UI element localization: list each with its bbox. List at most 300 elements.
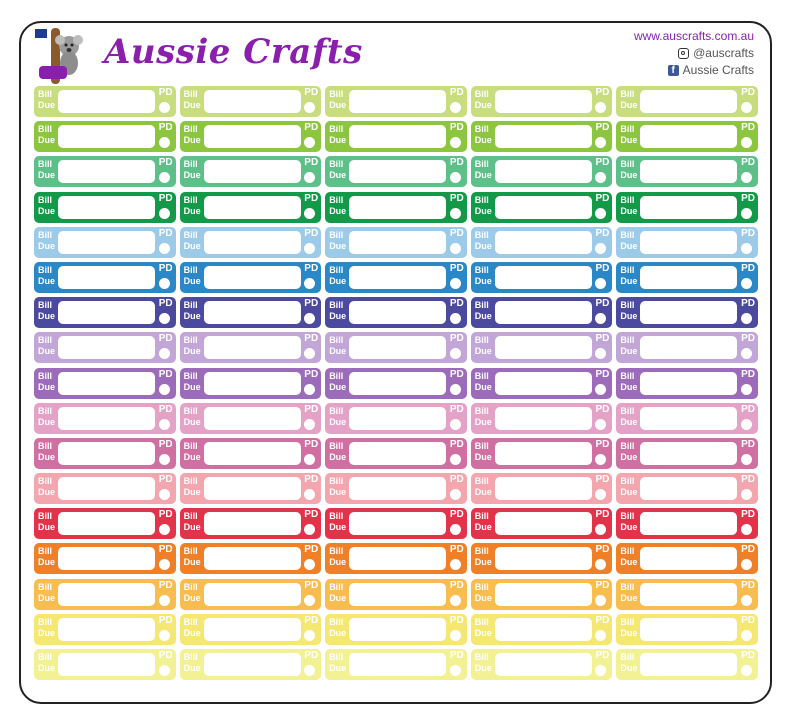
bill-due-sticker[interactable] (325, 614, 467, 645)
sticker-label-line2: Due (183, 381, 201, 392)
paid-checkbox-icon[interactable] (304, 348, 315, 359)
write-in-box[interactable] (495, 336, 592, 359)
paid-checkbox-icon[interactable] (450, 172, 461, 183)
write-in-box[interactable] (640, 160, 737, 183)
bill-due-sticker[interactable] (616, 579, 758, 610)
paid-label: PD (741, 368, 755, 380)
paid-checkbox-icon[interactable] (159, 419, 170, 430)
write-in-box[interactable] (640, 407, 737, 430)
bill-due-sticker[interactable] (180, 579, 322, 610)
write-in-box[interactable] (204, 231, 301, 254)
bill-due-sticker[interactable] (471, 473, 613, 504)
sticker-label-line1: Bill (329, 124, 344, 135)
bill-due-sticker[interactable] (616, 649, 758, 680)
bill-due-sticker[interactable] (616, 508, 758, 539)
write-in-box[interactable] (58, 407, 155, 430)
write-in-box[interactable] (58, 125, 155, 148)
paid-checkbox-icon[interactable] (741, 630, 752, 641)
write-in-box[interactable] (495, 547, 592, 570)
paid-checkbox-icon[interactable] (741, 419, 752, 430)
paid-checkbox-icon[interactable] (159, 489, 170, 500)
write-in-box[interactable] (58, 512, 155, 535)
bill-due-sticker[interactable] (471, 438, 613, 469)
bill-due-sticker[interactable] (34, 332, 176, 363)
sticker-label (620, 582, 637, 604)
write-in-box[interactable] (349, 301, 446, 324)
write-in-box[interactable] (495, 442, 592, 465)
sticker-label-line1: Bill (620, 440, 635, 451)
bill-due-sticker[interactable] (325, 156, 467, 187)
write-in-box[interactable] (349, 547, 446, 570)
write-in-box[interactable] (204, 372, 301, 395)
write-in-box[interactable] (640, 653, 737, 676)
write-in-box[interactable] (640, 301, 737, 324)
write-in-box[interactable] (495, 231, 592, 254)
bill-due-sticker[interactable] (34, 614, 176, 645)
paid-checkbox-icon[interactable] (159, 630, 170, 641)
bill-due-sticker[interactable] (180, 262, 322, 293)
write-in-box[interactable] (349, 90, 446, 113)
paid-checkbox-icon[interactable] (595, 278, 606, 289)
sticker-label (329, 195, 346, 217)
paid-label: PD (304, 579, 319, 591)
paid-checkbox-icon[interactable] (595, 419, 606, 430)
sticker-label-line1: Bill (183, 370, 198, 381)
bill-due-sticker[interactable] (325, 579, 467, 610)
write-in-box[interactable] (204, 407, 301, 430)
paid-checkbox-icon[interactable] (741, 384, 752, 395)
write-in-box[interactable] (640, 618, 737, 641)
write-in-box[interactable] (58, 618, 155, 641)
write-in-box[interactable] (349, 372, 446, 395)
paid-checkbox-icon[interactable] (450, 137, 461, 148)
write-in-box[interactable] (495, 90, 592, 113)
bill-due-sticker[interactable] (325, 227, 467, 258)
sticker-label (620, 89, 637, 111)
write-in-box[interactable] (204, 160, 301, 183)
bill-due-sticker[interactable] (180, 438, 322, 469)
paid-label: PD (595, 438, 610, 450)
sticker-label-line2: Due (38, 205, 56, 216)
write-in-box[interactable] (495, 160, 592, 183)
bill-due-sticker[interactable] (34, 121, 176, 152)
paid-checkbox-icon[interactable] (741, 454, 752, 465)
bill-due-sticker[interactable] (34, 227, 176, 258)
write-in-box[interactable] (349, 512, 446, 535)
bill-due-sticker[interactable] (616, 368, 758, 399)
sticker-label-line2: Due (38, 592, 56, 603)
bill-due-sticker[interactable] (34, 262, 176, 293)
write-in-box[interactable] (58, 442, 155, 465)
paid-checkbox-icon[interactable] (595, 172, 606, 183)
write-in-box[interactable] (204, 301, 301, 324)
write-in-box[interactable] (349, 653, 446, 676)
paid-checkbox-icon[interactable] (450, 243, 461, 254)
paid-checkbox-icon[interactable] (741, 137, 752, 148)
bill-due-sticker[interactable] (180, 86, 322, 117)
bill-due-sticker[interactable] (325, 297, 467, 328)
sticker-label-line1: Bill (329, 229, 344, 240)
bill-due-sticker[interactable] (325, 262, 467, 293)
bill-due-sticker[interactable] (616, 121, 758, 152)
bill-due-sticker[interactable] (471, 297, 613, 328)
paid-checkbox-icon[interactable] (595, 595, 606, 606)
paid-checkbox-icon[interactable] (450, 278, 461, 289)
website-link[interactable]: www.auscrafts.com.au (633, 29, 754, 43)
write-in-box[interactable] (58, 372, 155, 395)
write-in-box[interactable] (640, 512, 737, 535)
bill-due-sticker[interactable] (180, 543, 322, 574)
write-in-box[interactable] (495, 477, 592, 500)
sticker-label-line2: Due (38, 627, 56, 638)
write-in-box[interactable] (640, 196, 737, 219)
write-in-box[interactable] (640, 583, 737, 606)
bill-due-sticker[interactable] (616, 86, 758, 117)
paid-checkbox-icon[interactable] (450, 524, 461, 535)
paid-checkbox-icon[interactable] (595, 137, 606, 148)
write-in-box[interactable] (495, 512, 592, 535)
bill-due-sticker[interactable] (34, 508, 176, 539)
write-in-box[interactable] (349, 336, 446, 359)
paid-checkbox-icon[interactable] (304, 419, 315, 430)
paid-checkbox-icon[interactable] (159, 524, 170, 535)
paid-checkbox-icon[interactable] (595, 243, 606, 254)
paid-checkbox-icon[interactable] (159, 137, 170, 148)
write-in-box[interactable] (204, 266, 301, 289)
bill-due-sticker[interactable] (471, 86, 613, 117)
write-in-box[interactable] (640, 231, 737, 254)
write-in-box[interactable] (204, 336, 301, 359)
bill-due-sticker[interactable] (325, 121, 467, 152)
paid-checkbox-icon[interactable] (304, 630, 315, 641)
paid-checkbox-icon[interactable] (159, 665, 170, 676)
write-in-box[interactable] (349, 407, 446, 430)
write-in-box[interactable] (349, 125, 446, 148)
write-in-box[interactable] (495, 407, 592, 430)
paid-checkbox-icon[interactable] (741, 208, 752, 219)
paid-checkbox-icon[interactable] (304, 559, 315, 570)
paid-checkbox-icon[interactable] (450, 665, 461, 676)
bill-due-sticker[interactable] (180, 508, 322, 539)
bill-due-sticker[interactable] (616, 297, 758, 328)
write-in-box[interactable] (640, 442, 737, 465)
write-in-box[interactable] (204, 512, 301, 535)
bill-due-sticker[interactable] (34, 156, 176, 187)
sticker-label (329, 335, 346, 357)
paid-checkbox-icon[interactable] (304, 172, 315, 183)
write-in-box[interactable] (204, 477, 301, 500)
write-in-box[interactable] (204, 618, 301, 641)
paid-checkbox-icon[interactable] (159, 243, 170, 254)
bill-due-sticker[interactable] (325, 332, 467, 363)
paid-label: PD (595, 122, 610, 134)
bill-due-sticker[interactable] (180, 121, 322, 152)
bill-due-sticker[interactable] (616, 156, 758, 187)
write-in-box[interactable] (349, 477, 446, 500)
write-in-box[interactable] (495, 301, 592, 324)
paid-label: PD (304, 544, 319, 556)
write-in-box[interactable] (204, 442, 301, 465)
paid-checkbox-icon[interactable] (304, 524, 315, 535)
paid-label: PD (595, 262, 610, 274)
paid-checkbox-icon[interactable] (595, 313, 606, 324)
bill-due-sticker[interactable] (34, 192, 176, 223)
bill-due-sticker[interactable] (616, 332, 758, 363)
paid-checkbox-icon[interactable] (304, 384, 315, 395)
bill-due-sticker[interactable] (34, 368, 176, 399)
paid-checkbox-icon[interactable] (741, 595, 752, 606)
bill-due-sticker[interactable] (471, 543, 613, 574)
bill-due-sticker[interactable] (325, 368, 467, 399)
paid-checkbox-icon[interactable] (741, 348, 752, 359)
paid-checkbox-icon[interactable] (159, 172, 170, 183)
bill-due-sticker[interactable] (180, 297, 322, 328)
write-in-box[interactable] (495, 125, 592, 148)
sticker-label-line1: Bill (183, 476, 198, 487)
bill-due-sticker[interactable] (325, 649, 467, 680)
write-in-box[interactable] (58, 336, 155, 359)
paid-checkbox-icon[interactable] (741, 278, 752, 289)
paid-checkbox-icon[interactable] (450, 559, 461, 570)
write-in-box[interactable] (495, 372, 592, 395)
paid-checkbox-icon[interactable] (741, 172, 752, 183)
bill-due-sticker[interactable] (471, 192, 613, 223)
bill-due-sticker[interactable] (616, 227, 758, 258)
write-in-box[interactable] (204, 653, 301, 676)
bill-due-sticker[interactable] (471, 368, 613, 399)
write-in-box[interactable] (349, 618, 446, 641)
write-in-box[interactable] (640, 547, 737, 570)
bill-due-sticker[interactable] (180, 473, 322, 504)
write-in-box[interactable] (349, 160, 446, 183)
bill-due-sticker[interactable] (616, 438, 758, 469)
paid-checkbox-icon[interactable] (741, 489, 752, 500)
paid-checkbox-icon[interactable] (159, 313, 170, 324)
paid-checkbox-icon[interactable] (741, 102, 752, 113)
bill-due-sticker[interactable] (325, 438, 467, 469)
write-in-box[interactable] (58, 90, 155, 113)
paid-checkbox-icon[interactable] (304, 137, 315, 148)
write-in-box[interactable] (640, 266, 737, 289)
sticker-label-line2: Due (183, 275, 201, 286)
bill-due-sticker[interactable] (616, 614, 758, 645)
write-in-box[interactable] (58, 477, 155, 500)
bill-due-sticker[interactable] (325, 508, 467, 539)
paid-checkbox-icon[interactable] (304, 454, 315, 465)
write-in-box[interactable] (204, 125, 301, 148)
bill-due-sticker[interactable] (616, 262, 758, 293)
sticker-label (184, 546, 201, 568)
paid-checkbox-icon[interactable] (450, 313, 461, 324)
bill-due-sticker[interactable] (180, 332, 322, 363)
bill-due-sticker[interactable] (325, 473, 467, 504)
bill-due-sticker[interactable] (180, 614, 322, 645)
write-in-box[interactable] (640, 372, 737, 395)
paid-checkbox-icon[interactable] (159, 559, 170, 570)
bill-due-sticker[interactable] (180, 368, 322, 399)
write-in-box[interactable] (204, 583, 301, 606)
paid-checkbox-icon[interactable] (741, 243, 752, 254)
paid-checkbox-icon[interactable] (741, 665, 752, 676)
paid-label: PD (449, 614, 464, 626)
sticker-label-line1: Bill (38, 89, 53, 99)
write-in-box[interactable] (204, 90, 301, 113)
bill-due-sticker[interactable] (471, 579, 613, 610)
bill-due-sticker[interactable] (180, 649, 322, 680)
paid-checkbox-icon[interactable] (159, 208, 170, 219)
bill-due-sticker[interactable] (34, 86, 176, 117)
write-in-box[interactable] (349, 231, 446, 254)
paid-checkbox-icon[interactable] (450, 419, 461, 430)
facebook-name: Aussie Crafts (682, 63, 754, 77)
write-in-box[interactable] (58, 196, 155, 219)
sticker-label-line2: Due (620, 100, 638, 110)
paid-checkbox-icon[interactable] (595, 665, 606, 676)
sticker-label-line2: Due (474, 100, 492, 110)
sticker-label-line1: Bill (474, 546, 489, 557)
write-in-box[interactable] (204, 196, 301, 219)
sticker-label-line1: Bill (329, 652, 344, 662)
bill-due-sticker[interactable] (34, 438, 176, 469)
write-in-box[interactable] (58, 160, 155, 183)
sticker-label (184, 617, 201, 639)
paid-checkbox-icon[interactable] (304, 278, 315, 289)
write-in-box[interactable] (349, 196, 446, 219)
write-in-box[interactable] (58, 583, 155, 606)
bill-due-sticker[interactable] (34, 543, 176, 574)
bill-due-sticker[interactable] (616, 403, 758, 434)
paid-checkbox-icon[interactable] (304, 208, 315, 219)
bill-due-sticker[interactable] (471, 614, 613, 645)
bill-due-sticker[interactable] (34, 649, 176, 680)
sticker-label-line1: Bill (329, 440, 344, 451)
instagram-row[interactable] (634, 45, 754, 62)
write-in-box[interactable] (640, 336, 737, 359)
write-in-box[interactable] (58, 231, 155, 254)
sticker-label-line1: Bill (329, 370, 344, 381)
write-in-box[interactable] (495, 583, 592, 606)
bill-due-sticker[interactable] (325, 192, 467, 223)
paid-label: PD (158, 157, 173, 169)
paid-checkbox-icon[interactable] (450, 102, 461, 113)
bill-due-sticker[interactable] (180, 156, 322, 187)
paid-checkbox-icon[interactable] (304, 595, 315, 606)
bill-due-sticker[interactable] (616, 192, 758, 223)
bill-due-sticker[interactable] (34, 473, 176, 504)
paid-checkbox-icon[interactable] (159, 454, 170, 465)
bill-due-sticker[interactable] (325, 86, 467, 117)
write-in-box[interactable] (58, 547, 155, 570)
paid-checkbox-icon[interactable] (741, 559, 752, 570)
paid-checkbox-icon[interactable] (595, 208, 606, 219)
paid-checkbox-icon[interactable] (595, 384, 606, 395)
paid-checkbox-icon[interactable] (595, 524, 606, 535)
paid-checkbox-icon[interactable] (450, 208, 461, 219)
paid-checkbox-icon[interactable] (595, 102, 606, 113)
facebook-row[interactable] (634, 62, 754, 79)
write-in-box[interactable] (349, 583, 446, 606)
paid-checkbox-icon[interactable] (595, 348, 606, 359)
paid-checkbox-icon[interactable] (304, 243, 315, 254)
paid-checkbox-icon[interactable] (450, 630, 461, 641)
bill-due-sticker[interactable] (471, 403, 613, 434)
paid-checkbox-icon[interactable] (741, 313, 752, 324)
paid-checkbox-icon[interactable] (304, 665, 315, 676)
paid-checkbox-icon[interactable] (741, 524, 752, 535)
paid-checkbox-icon[interactable] (595, 559, 606, 570)
paid-checkbox-icon[interactable] (450, 489, 461, 500)
sticker-label-line2: Due (329, 557, 347, 568)
write-in-box[interactable] (495, 653, 592, 676)
bill-due-sticker[interactable] (180, 192, 322, 223)
write-in-box[interactable] (640, 125, 737, 148)
bill-due-sticker[interactable] (180, 403, 322, 434)
paid-checkbox-icon[interactable] (159, 384, 170, 395)
paid-checkbox-icon[interactable] (595, 454, 606, 465)
bill-due-sticker[interactable] (34, 297, 176, 328)
bill-due-sticker[interactable] (471, 508, 613, 539)
write-in-box[interactable] (58, 653, 155, 676)
paid-label: PD (304, 192, 319, 204)
sticker-label-line1: Bill (474, 370, 489, 381)
paid-checkbox-icon[interactable] (450, 348, 461, 359)
paid-checkbox-icon[interactable] (450, 454, 461, 465)
write-in-box[interactable] (495, 196, 592, 219)
paid-checkbox-icon[interactable] (450, 595, 461, 606)
write-in-box[interactable] (58, 266, 155, 289)
bill-due-sticker[interactable] (616, 473, 758, 504)
bill-due-sticker[interactable] (471, 649, 613, 680)
write-in-box[interactable] (640, 90, 737, 113)
paid-checkbox-icon[interactable] (159, 348, 170, 359)
sticker-label-line1: Bill (183, 616, 198, 627)
write-in-box[interactable] (349, 442, 446, 465)
write-in-box[interactable] (349, 266, 446, 289)
bill-due-sticker[interactable] (325, 543, 467, 574)
bill-due-sticker[interactable] (471, 156, 613, 187)
write-in-box[interactable] (495, 266, 592, 289)
write-in-box[interactable] (58, 301, 155, 324)
paid-checkbox-icon[interactable] (159, 278, 170, 289)
bill-due-sticker[interactable] (325, 403, 467, 434)
bill-due-sticker[interactable] (471, 227, 613, 258)
write-in-box[interactable] (204, 547, 301, 570)
bill-due-sticker[interactable] (471, 332, 613, 363)
paid-checkbox-icon[interactable] (304, 313, 315, 324)
bill-due-sticker[interactable] (34, 403, 176, 434)
sticker-label-line1: Bill (183, 581, 198, 592)
bill-due-sticker[interactable] (34, 579, 176, 610)
sticker-label (475, 617, 492, 639)
bill-due-sticker[interactable] (471, 121, 613, 152)
bill-due-sticker[interactable] (180, 227, 322, 258)
paid-checkbox-icon[interactable] (595, 489, 606, 500)
sticker-label-line1: Bill (474, 159, 489, 170)
sticker-label (38, 476, 55, 498)
paid-label: PD (449, 192, 464, 204)
sticker-label (38, 511, 55, 533)
paid-checkbox-icon[interactable] (450, 384, 461, 395)
write-in-box[interactable] (495, 618, 592, 641)
paid-checkbox-icon[interactable] (304, 489, 315, 500)
paid-checkbox-icon[interactable] (595, 630, 606, 641)
paid-checkbox-icon[interactable] (159, 595, 170, 606)
paid-checkbox-icon[interactable] (159, 102, 170, 113)
bill-due-sticker[interactable] (616, 543, 758, 574)
paid-checkbox-icon[interactable] (304, 102, 315, 113)
bill-due-sticker[interactable] (471, 262, 613, 293)
write-in-box[interactable] (640, 477, 737, 500)
